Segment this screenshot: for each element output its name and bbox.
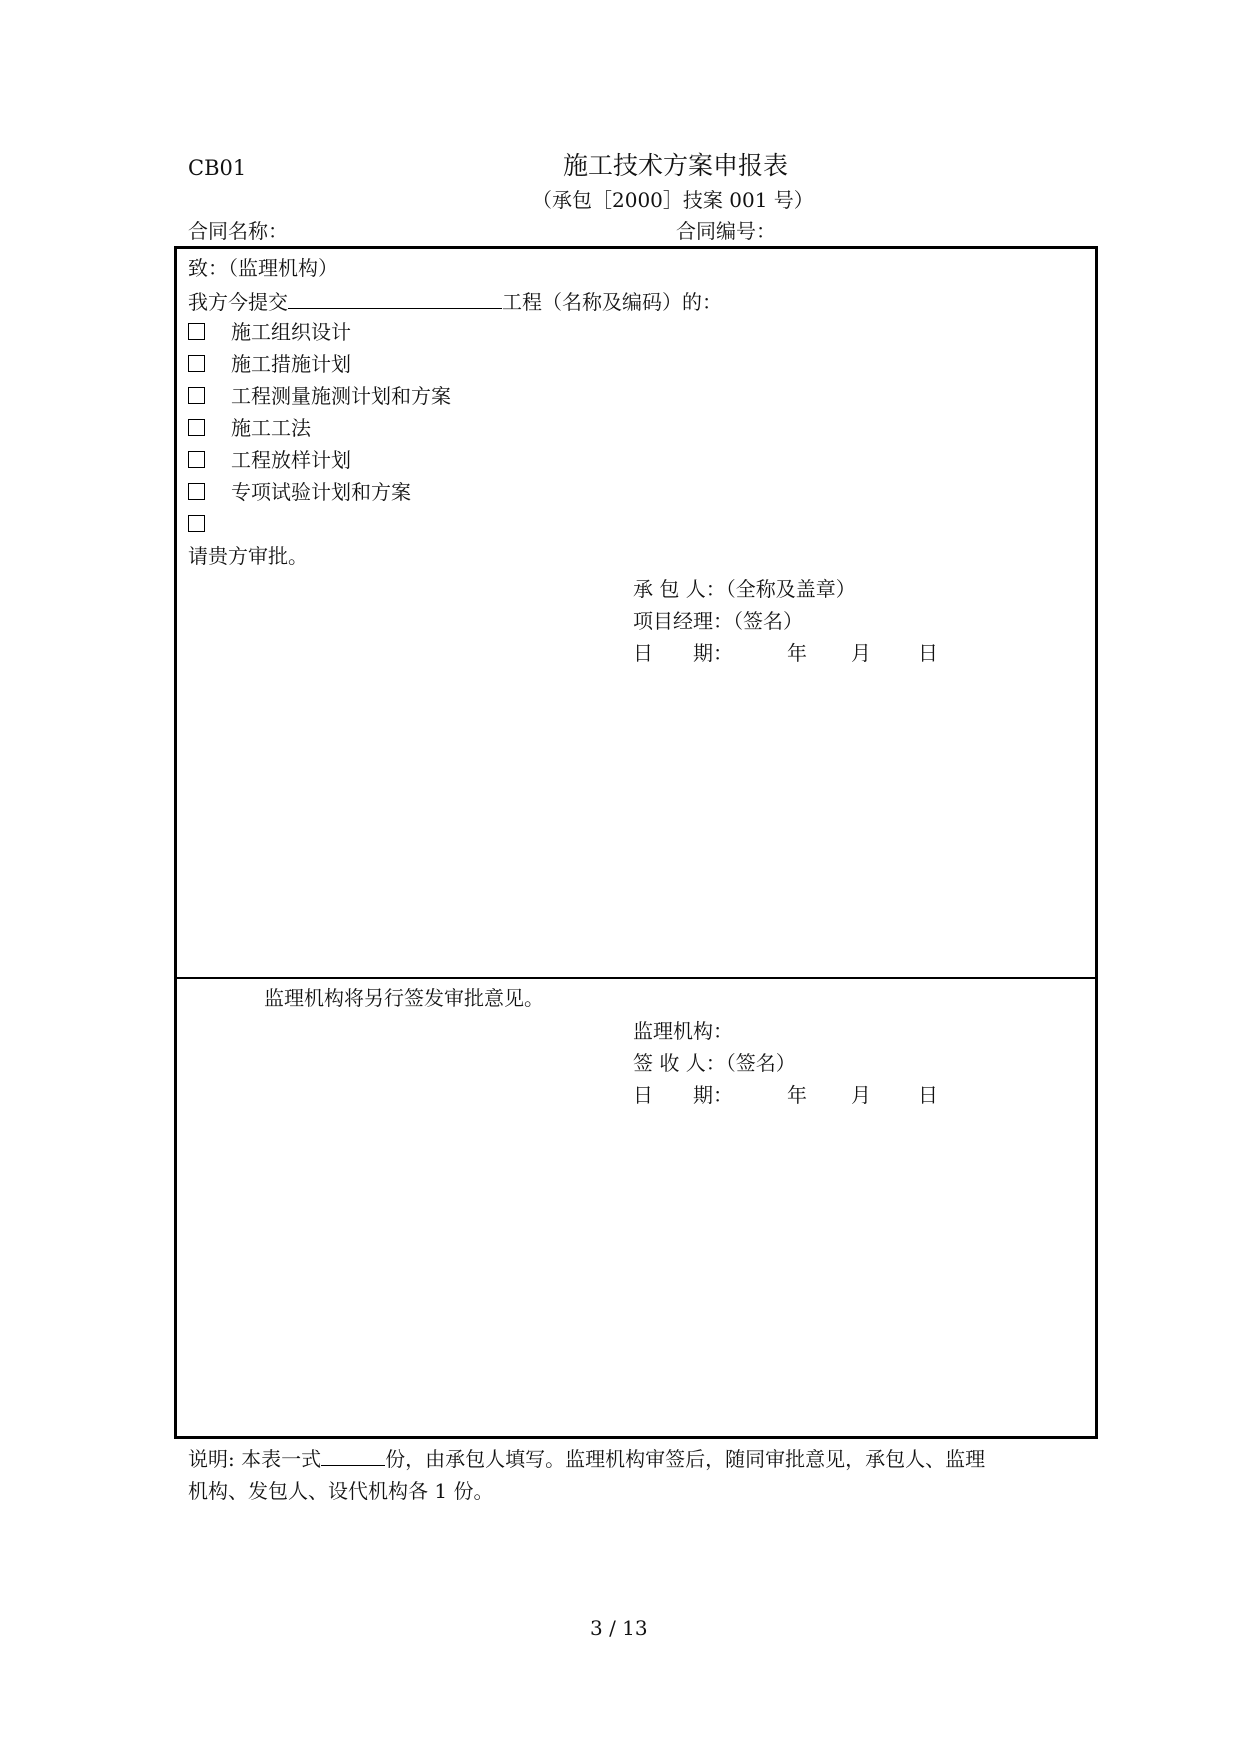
form-note-line-1 — [188, 1447, 985, 1469]
checklist-item-label: 专项试验计划和方案 — [231, 480, 411, 504]
date-day: 日 — [918, 1083, 938, 1107]
checklist-item-label: 工程测量施测计划和方案 — [231, 384, 451, 408]
date-year: 年 — [787, 1083, 807, 1107]
checklist-item-other[interactable] — [188, 514, 231, 534]
checkbox-icon[interactable] — [188, 419, 205, 436]
checkbox-icon[interactable] — [188, 451, 205, 468]
checkbox-icon[interactable] — [188, 483, 205, 500]
form-title: 施工技术方案申报表 — [563, 151, 789, 180]
section-divider — [174, 977, 1098, 979]
project-manager-signature-label: 项目经理：（签名） — [633, 609, 803, 633]
contractor-signature-label: 承 包 人：（全称及盖章） — [633, 577, 856, 601]
checklist-item-label: 工程放样计划 — [231, 448, 351, 472]
form-number: （承包［2000］技案 001 号） — [532, 188, 814, 212]
contract-number-label: 合同编号： — [676, 219, 776, 243]
checklist-item[interactable] — [188, 354, 351, 374]
form-code: CB01 — [188, 156, 247, 180]
form-note-line-2: 机构、发包人、设代机构各 1 份。 — [188, 1479, 494, 1503]
note-text-after: 份，由承包人填写。监理机构审签后，随同审批意见，承包人、监理 — [385, 1447, 986, 1471]
note-text-before: 说明: 本表一式 — [188, 1447, 322, 1471]
checklist-item[interactable] — [188, 418, 311, 438]
submission-date-row — [633, 643, 953, 665]
project-name-blank[interactable] — [288, 290, 502, 309]
date-month: 月 — [851, 1083, 871, 1107]
checkbox-icon[interactable] — [188, 355, 205, 372]
receiver-signature-label: 签 收 人：（签名） — [633, 1051, 796, 1075]
form-frame — [174, 246, 1098, 1439]
supervision-org-label: 监理机构： — [633, 1019, 733, 1043]
supervision-date-row — [633, 1085, 953, 1107]
date-month: 月 — [851, 641, 871, 665]
date-year: 年 — [787, 641, 807, 665]
intro-text-before: 我方今提交 — [188, 290, 288, 314]
checklist-item-label: 施工组织设计 — [231, 320, 351, 344]
date-day: 日 — [918, 641, 938, 665]
checkbox-icon[interactable] — [188, 387, 205, 404]
checkbox-icon[interactable] — [188, 323, 205, 340]
contract-name-label: 合同名称： — [188, 219, 288, 243]
copies-blank[interactable] — [321, 1447, 385, 1466]
checklist-item[interactable] — [188, 386, 451, 406]
checkbox-icon[interactable] — [188, 515, 205, 532]
page-number: 3 / 13 — [590, 1616, 648, 1640]
approval-request: 请贵方审批。 — [188, 544, 308, 568]
checklist-item[interactable] — [188, 482, 411, 502]
submission-intro — [188, 290, 722, 312]
supervision-statement: 监理机构将另行签发审批意见。 — [264, 986, 544, 1010]
date-label: 日 期： — [633, 641, 733, 665]
checklist-item[interactable] — [188, 450, 351, 470]
checklist-item-label: 施工工法 — [231, 416, 311, 440]
checklist-item[interactable] — [188, 322, 351, 342]
intro-text-after: 工程（名称及编码）的： — [502, 290, 722, 314]
checklist-item-label: 施工措施计划 — [231, 352, 351, 376]
addressee-line: 致：（监理机构） — [188, 256, 338, 280]
date-label: 日 期： — [633, 1083, 733, 1107]
